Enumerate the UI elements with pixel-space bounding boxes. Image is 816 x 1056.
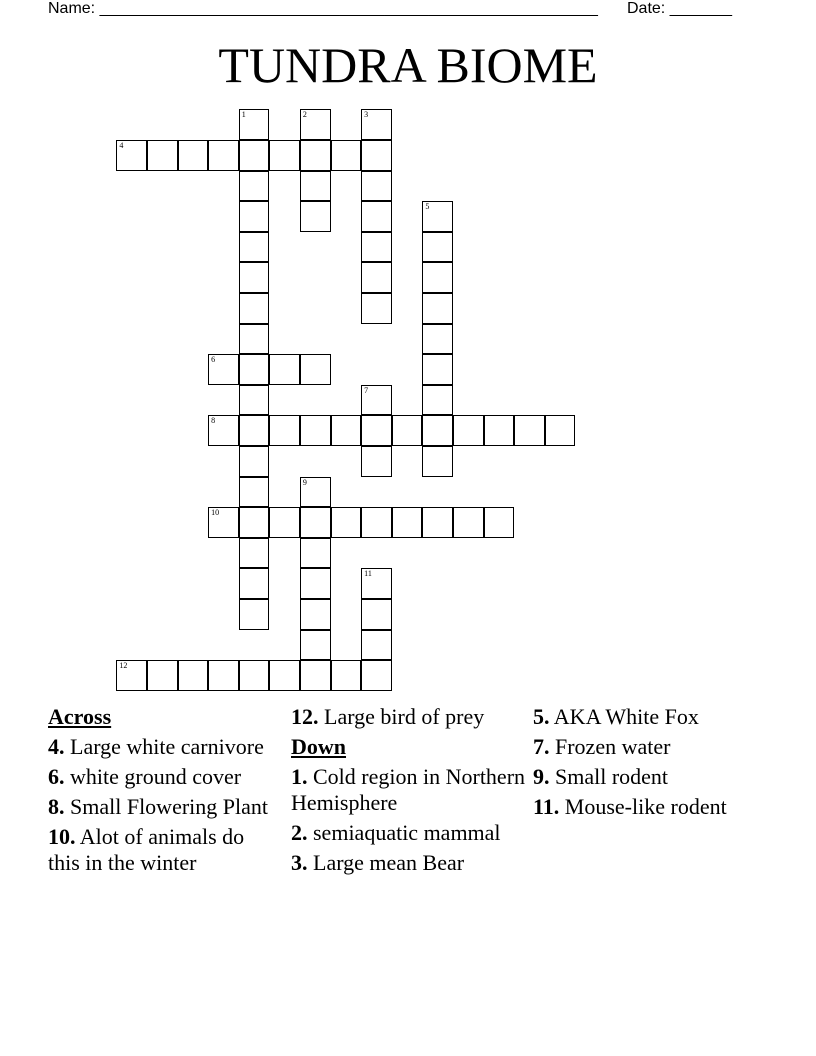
clue-text: Frozen water [555, 734, 671, 759]
clue-down-11 [533, 794, 733, 820]
down-heading: Down [291, 734, 347, 759]
clue-text: Alot of animals do this in the winter [48, 824, 245, 875]
crossword-cell[interactable] [239, 171, 270, 202]
clue-across-10 [48, 824, 278, 876]
crossword-cell[interactable] [422, 385, 453, 416]
clue-column-1 [48, 704, 278, 880]
crossword-cell[interactable] [178, 660, 209, 691]
crossword-cell[interactable] [116, 140, 147, 171]
crossword-cell[interactable] [116, 660, 147, 691]
crossword-cell[interactable] [361, 262, 392, 293]
crossword-cell[interactable] [208, 507, 239, 538]
clue-text: Cold region in Northern Hemisphere [291, 764, 526, 815]
crossword-cell[interactable] [239, 324, 270, 355]
clue-number: 5. [533, 704, 550, 729]
clue-number-label: 8 [211, 416, 216, 426]
crossword-cell[interactable] [361, 232, 392, 263]
crossword-cell[interactable] [545, 415, 576, 446]
clue-text: Mouse-like rodent [564, 794, 727, 819]
crossword-cell[interactable] [239, 507, 270, 538]
clue-across-12 [291, 704, 529, 730]
crossword-cell[interactable] [361, 630, 392, 661]
crossword-cell[interactable] [484, 507, 515, 538]
crossword-cell[interactable] [239, 415, 270, 446]
crossword-cell[interactable] [361, 568, 392, 599]
clue-number: 9. [533, 764, 550, 789]
clue-number: 2. [291, 820, 308, 845]
date-field-label: Date: _______ [627, 0, 732, 17]
crossword-cell[interactable] [269, 415, 300, 446]
clue-number-label: 10 [211, 508, 220, 518]
clue-number-label: 3 [364, 110, 369, 120]
crossword-cell[interactable] [361, 446, 392, 477]
crossword-cell[interactable] [453, 507, 484, 538]
crossword-cell[interactable] [300, 354, 331, 385]
clue-number-label: 12 [119, 661, 128, 671]
crossword-cell[interactable] [239, 140, 270, 171]
clue-number: 6. [48, 764, 65, 789]
crossword-cell[interactable] [239, 660, 270, 691]
clue-down-9 [533, 764, 733, 790]
crossword-cell[interactable] [239, 385, 270, 416]
crossword-cell[interactable] [239, 568, 270, 599]
crossword-cell[interactable] [361, 660, 392, 691]
crossword-cell[interactable] [300, 660, 331, 691]
page-title: TUNDRA BIOME [218, 37, 598, 93]
crossword-cell[interactable] [300, 630, 331, 661]
crossword-cell[interactable] [422, 201, 453, 232]
clue-number: 8. [48, 794, 65, 819]
crossword-cell[interactable] [178, 140, 209, 171]
clue-text: Large bird of prey [324, 704, 485, 729]
crossword-cell[interactable] [453, 415, 484, 446]
crossword-cell[interactable] [422, 293, 453, 324]
crossword-cell[interactable] [239, 262, 270, 293]
crossword-cell[interactable] [514, 415, 545, 446]
crossword-cell[interactable] [300, 415, 331, 446]
crossword-cell[interactable] [422, 262, 453, 293]
clue-number-label: 7 [364, 385, 369, 395]
crossword-cell[interactable] [361, 140, 392, 171]
crossword-cell[interactable] [300, 568, 331, 599]
clue-number-label: 5 [425, 202, 430, 212]
clue-number-label: 1 [241, 110, 246, 120]
crossword-cell[interactable] [239, 109, 270, 140]
crossword-cell[interactable] [392, 507, 423, 538]
across-heading: Across [48, 704, 112, 729]
crossword-cell[interactable] [422, 507, 453, 538]
clue-across-8 [48, 794, 278, 820]
clue-number-label: 11 [364, 569, 372, 579]
crossword-cell[interactable] [239, 232, 270, 263]
crossword-cell[interactable] [208, 415, 239, 446]
clue-number: 7. [533, 734, 550, 759]
crossword-cell[interactable] [147, 660, 178, 691]
crossword-cell[interactable] [269, 354, 300, 385]
crossword-cell[interactable] [422, 415, 453, 446]
crossword-cell[interactable] [422, 324, 453, 355]
crossword-cell[interactable] [239, 599, 270, 630]
crossword-cell[interactable] [269, 660, 300, 691]
crossword-cell[interactable] [300, 201, 331, 232]
clue-down-2 [291, 820, 529, 846]
crossword-cell[interactable] [422, 354, 453, 385]
crossword-cell[interactable] [331, 660, 362, 691]
clue-number: 4. [48, 734, 65, 759]
clue-number-label: 6 [211, 355, 216, 365]
clue-number: 1. [291, 764, 308, 789]
crossword-cell[interactable] [269, 507, 300, 538]
clue-number-label: 4 [119, 140, 124, 150]
crossword-cell[interactable] [239, 477, 270, 508]
crossword-cell[interactable] [331, 415, 362, 446]
crossword-cell[interactable] [361, 201, 392, 232]
crossword-cell[interactable] [361, 109, 392, 140]
crossword-cell[interactable] [422, 232, 453, 263]
clue-text: white ground cover [70, 764, 242, 789]
crossword-cell[interactable] [361, 415, 392, 446]
clue-number-label: 9 [302, 477, 307, 487]
crossword-cell[interactable] [239, 201, 270, 232]
clue-down-5 [533, 704, 733, 730]
clue-down-1 [291, 764, 529, 816]
clue-number: 10. [48, 824, 76, 849]
crossword-cell[interactable] [300, 477, 331, 508]
crossword-cell[interactable] [239, 354, 270, 385]
crossword-cell[interactable] [331, 140, 362, 171]
crossword-cell[interactable] [269, 140, 300, 171]
crossword-cell[interactable] [361, 385, 392, 416]
crossword-cell[interactable] [300, 507, 331, 538]
clue-number: 3. [291, 850, 308, 875]
crossword-cell[interactable] [422, 446, 453, 477]
crossword-cell[interactable] [361, 293, 392, 324]
crossword-cell[interactable] [300, 538, 331, 569]
clue-column-2 [291, 704, 529, 880]
crossword-cell[interactable] [147, 140, 178, 171]
crossword-cell[interactable] [239, 538, 270, 569]
clue-text: Large mean Bear [313, 850, 465, 875]
clue-across-6 [48, 764, 278, 790]
clue-text: Small Flowering Plant [70, 794, 268, 819]
crossword-cell[interactable] [361, 599, 392, 630]
clue-text: semiaquatic mammal [313, 820, 501, 845]
clue-number-label: 2 [302, 110, 307, 120]
clue-column-3 [533, 704, 733, 824]
crossword-cell[interactable] [361, 507, 392, 538]
clue-number: 11. [533, 794, 560, 819]
crossword-cell[interactable] [331, 507, 362, 538]
crossword-cell[interactable] [484, 415, 515, 446]
clue-down-3 [291, 850, 529, 876]
crossword-cell[interactable] [239, 446, 270, 477]
crossword-cell[interactable] [300, 140, 331, 171]
clue-text: Small rodent [555, 764, 669, 789]
clue-text: AKA White Fox [553, 704, 699, 729]
crossword-cell[interactable] [300, 599, 331, 630]
crossword-cell[interactable] [361, 171, 392, 202]
crossword-cell[interactable] [208, 354, 239, 385]
crossword-cell[interactable] [208, 660, 239, 691]
crossword-cell[interactable] [239, 293, 270, 324]
clue-number: 12. [291, 704, 319, 729]
name-field-label: Name: ________________________________________________________ [48, 0, 598, 17]
clue-across-4 [48, 734, 278, 760]
crossword-cell[interactable] [208, 140, 239, 171]
clue-down-7 [533, 734, 733, 760]
crossword-cell[interactable] [300, 109, 331, 140]
clue-text: Large white carnivore [70, 734, 264, 759]
crossword-cell[interactable] [392, 415, 423, 446]
crossword-cell[interactable] [300, 171, 331, 202]
